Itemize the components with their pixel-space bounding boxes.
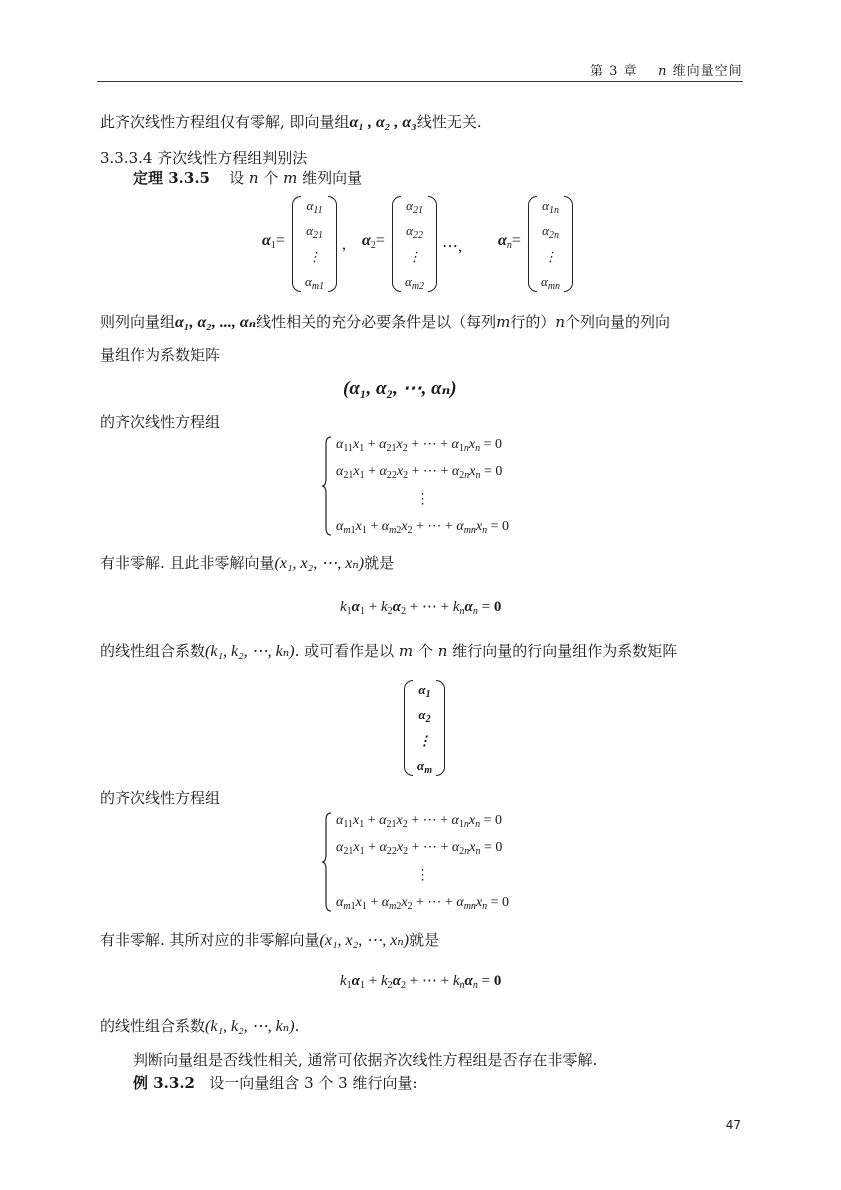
chapter-title: 维向量空间 [672,64,743,79]
alphan-label: $\alpha_n=$ [498,232,521,251]
column-vector-alphan: $\alpha_{1n}$ $\alpha_{2n}$ ⋮ $\alpha_{mn}$ [528,196,573,292]
paragraph-line-10: 的线性组合系数(k₁, k₂, ⋯, kₙ). [100,1017,300,1035]
paragraph-line-1: 此齐次线性方程组仅有零解, 即向量组α₁ , α₂ , α₃线性无关. [100,113,482,131]
chapter-label: 第 3 章 [590,64,638,79]
paragraph-line-4: 量组作为系数矩阵 [100,346,221,364]
section-heading: 3.3.3.4 齐次线性方程组判别法 [100,149,308,167]
column-vector-alpha1: $\alpha_{11}$ $\alpha_{21}$ ⋮ $\alpha_{m1}$ [292,196,337,292]
linear-combination-2: $k_1\alpha_1 + k_2\alpha_2$ + ⋯ + $k_n\alpha_n = 0$ [340,973,502,991]
theorem-label: 定理 3.3.5 [133,169,210,187]
equation-system-2: $\alpha_{11}x_1 + \alpha_{21}x_2$ + ⋯ + $\alpha_{1n}x_n = 0$ $\alpha_{21}x_1 + \alpha_{22}x_2$ + ⋯ + $\alpha_{2n}x_n = 0$ ⋮ $\alpha_{m1}x_1 + \alpha_{m2}x_2$ + ⋯ + $\alpha_{mn}x_n = 0$ [322,812,509,912]
chapter-title-n: n [658,64,668,79]
coefficient-matrix-columns: (α₁, α₂, ⋯, αₙ) [343,378,457,399]
example-statement: 例 3.3.2 设一向量组含 3 个 3 维行向量: [133,1074,418,1092]
column-vector-alpha2: $\alpha_{21}$ $\alpha_{22}$ ⋮ $\alpha_{m2}$ [392,196,437,292]
paragraph-line-5: 的齐次线性方程组 [100,413,221,431]
alpha2-label: $\alpha_2=$ [362,232,385,251]
paragraph-line-3: 则列向量组α₁, α₂, ..., αₙ线性相关的充分必要条件是以（每列m行的）n个列向量的列向 [100,313,671,331]
paragraph-line-9: 有非零解. 其所对应的非零解向量(x₁, x₂, ⋯, xₙ)就是 [100,931,440,949]
theorem-statement: 定理 3.3.5 设 n 个 m 维列向量 [133,169,363,187]
paragraph-line-6: 有非零解. 且此非零解向量(x₁, x₂, ⋯, xₙ)就是 [100,554,395,572]
ellipsis: ⋯, [442,238,462,255]
linear-combination-1: $k_1\alpha_1 + k_2\alpha_2$ + ⋯ + $k_n\alpha_n = 0$ [340,599,502,617]
alpha1-label: $\alpha_1=$ [262,232,285,251]
paragraph-line-11: 判断向量组是否线性相关, 通常可依据齐次线性方程组是否存在非零解. [133,1051,598,1069]
row-vector-matrix: $\alpha_1$ $\alpha_2$ ⋮ $\alpha_m$ [404,680,445,776]
header-rule [97,81,743,82]
paragraph-line-8: 的齐次线性方程组 [100,789,221,807]
example-label: 例 3.3.2 [133,1074,195,1092]
page-number: 47 [725,1118,741,1132]
equation-system-1: $\alpha_{11}x_1 + \alpha_{21}x_2$ + ⋯ + $\alpha_{1n}x_n = 0$ $\alpha_{21}x_1 + \alpha_{22}x_2$ + ⋯ + $\alpha_{2n}x_n = 0$ ⋮ $\alpha_{m1}x_1 + \alpha_{m2}x_2$ + ⋯ + $\alpha_{mn}x_n = 0$ [322,436,509,536]
paragraph-line-7: 的线性组合系数(k₁, k₂, ⋯, kₙ). 或可看作是以 m 个 n 维行向量的行向量组作为系数矩阵 [100,642,678,660]
running-header [590,60,743,79]
